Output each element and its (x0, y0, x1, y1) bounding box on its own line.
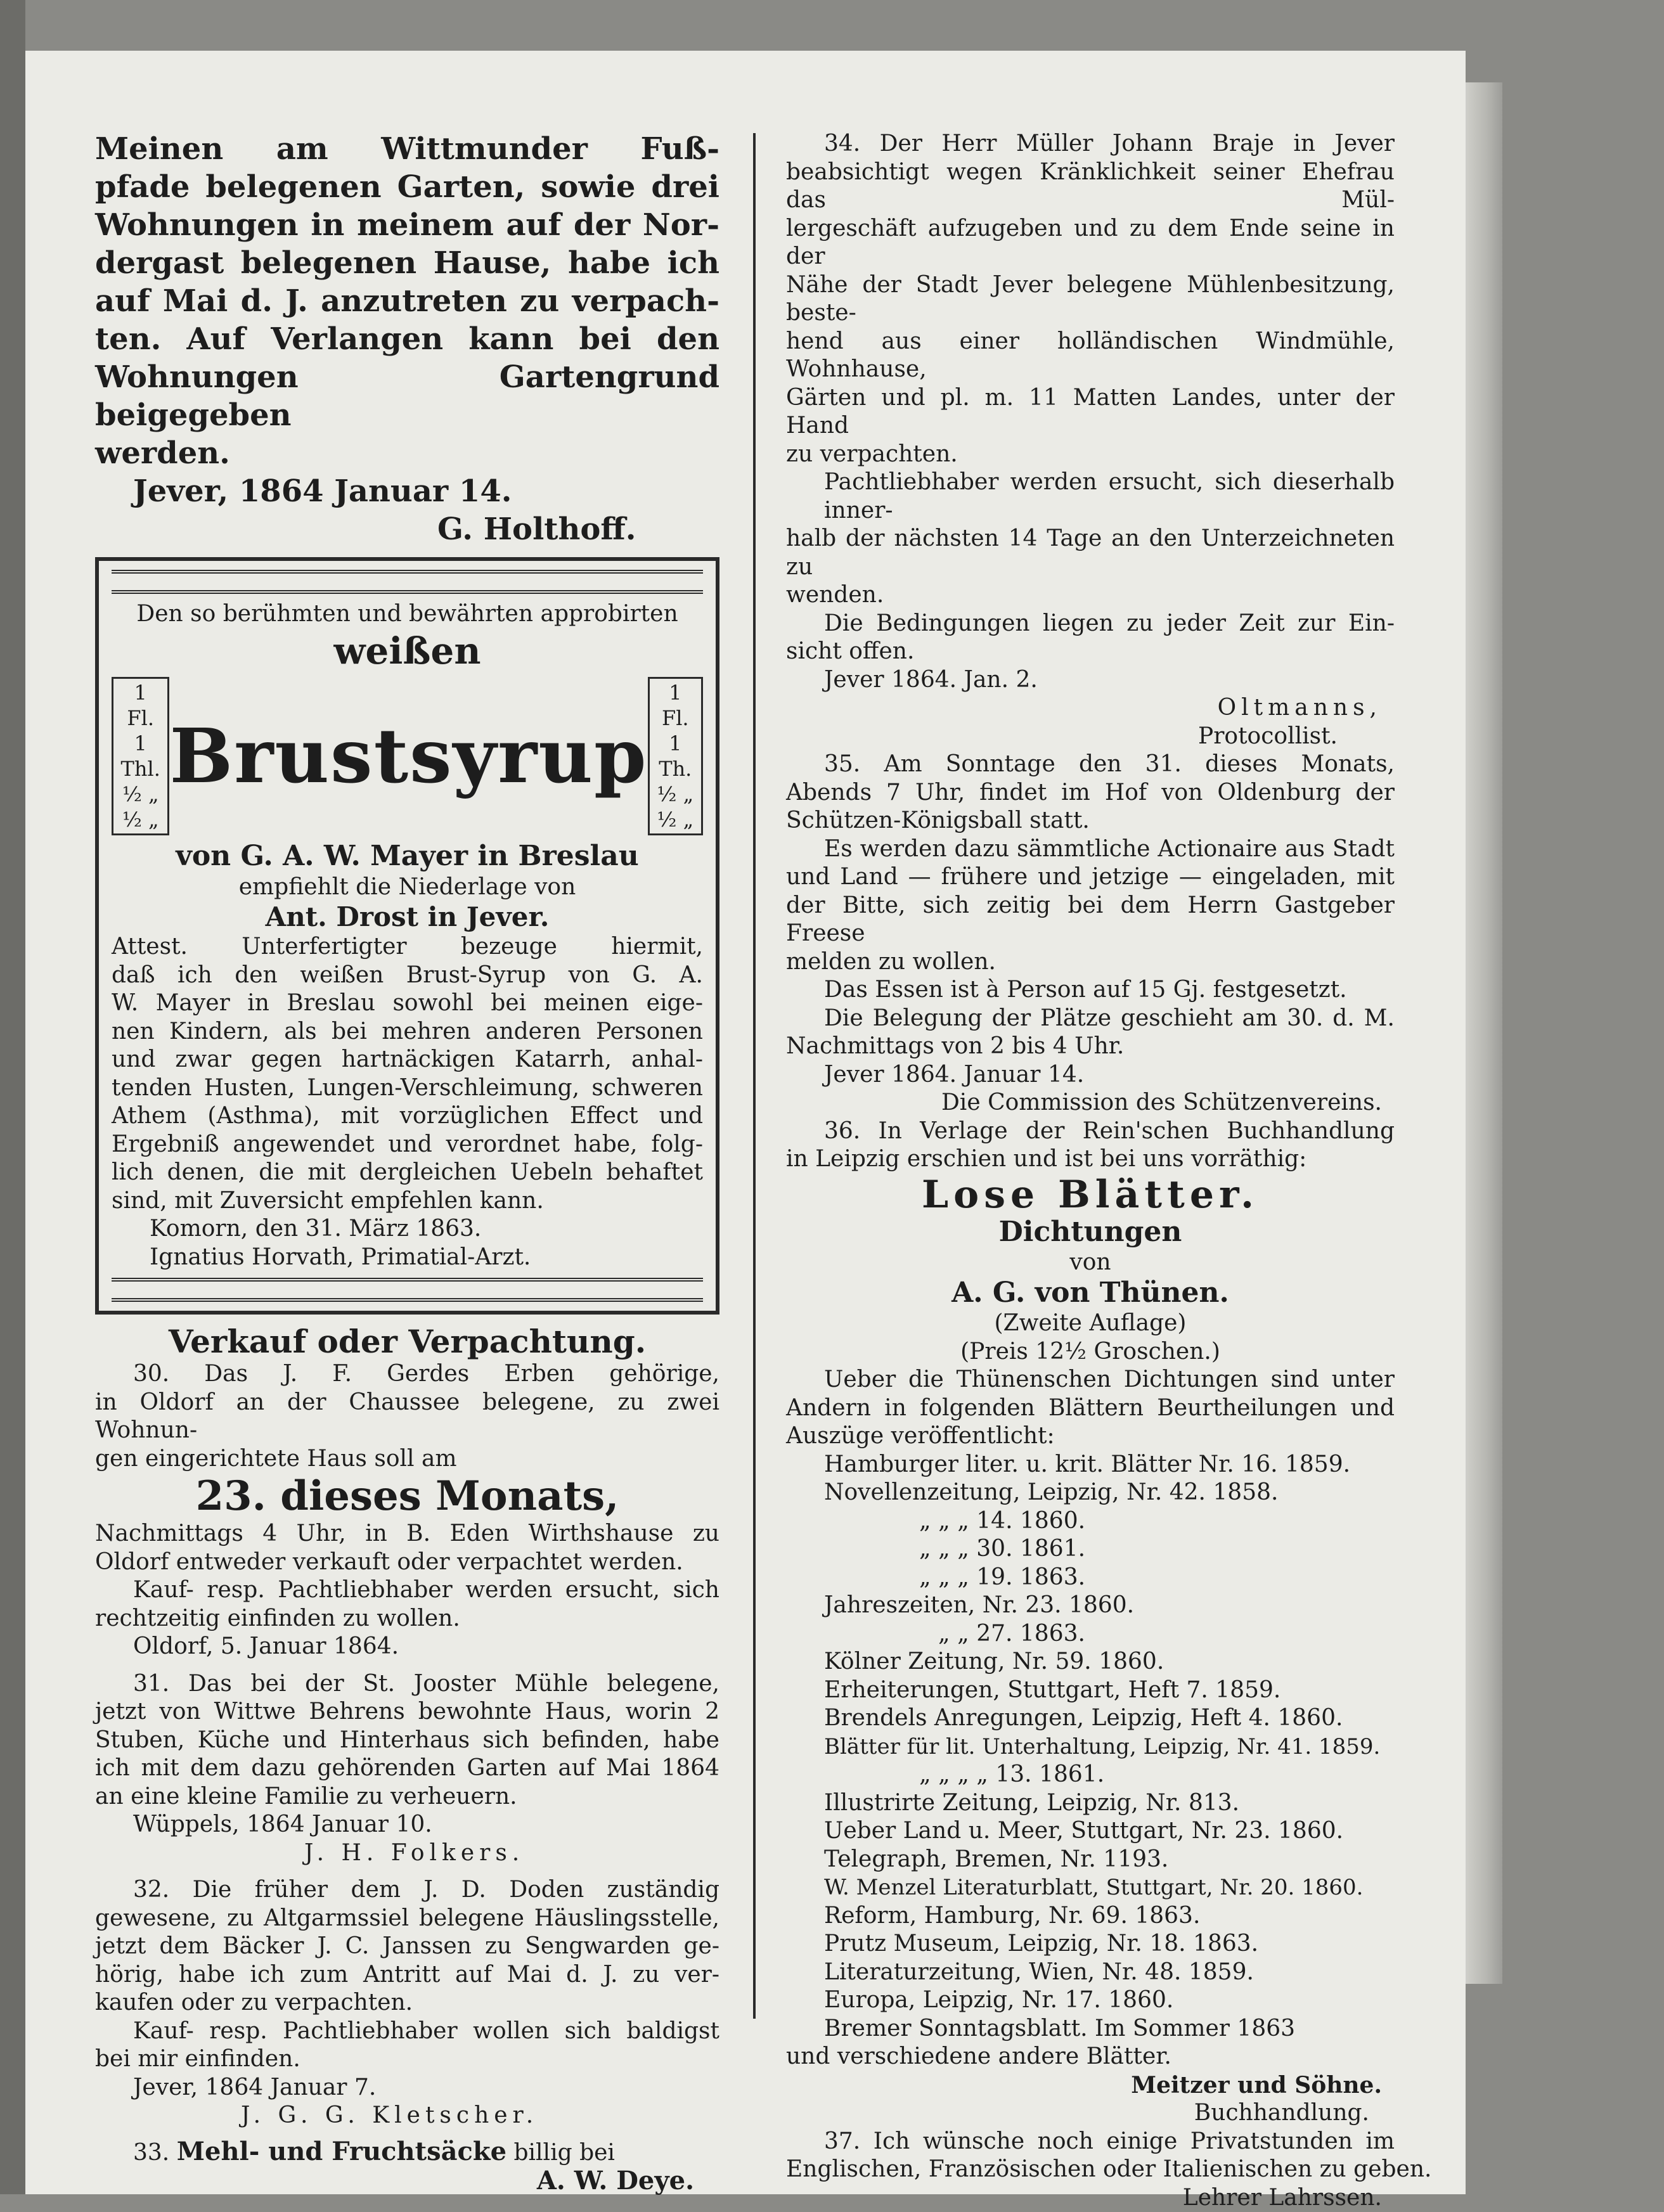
text-line: wenden. (786, 581, 1395, 610)
text-line: an eine kleine Familie zu verheuern. (95, 1783, 719, 1811)
notice-place: Oldorf, 5. Januar 1864. (95, 1633, 719, 1661)
ad-date: Jever, 1864 Januar 14. (95, 472, 719, 510)
list-item: Novellenzeitung, Leipzig, Nr. 42. 1858. (786, 1479, 1395, 1507)
list-item: Telegraph, Bremen, Nr. 1193. (786, 1846, 1395, 1874)
text-line: jetzt dem Bäcker J. C. Janssen zu Sengwarden ge- (95, 1932, 719, 1961)
text-line: Nähe der Stadt Jever belegene Mühlenbesitzung, beste- (786, 271, 1395, 328)
notice-goods: Mehl- und Fruchtsäcke (177, 2137, 506, 2166)
list-item: Literaturzeitung, Wien, Nr. 48. 1859. (786, 1958, 1395, 1987)
notice-32 (95, 1876, 719, 2130)
text-line: Es werden dazu sämmtliche Actionaire aus Stadt (786, 835, 1395, 864)
attest-place: Komorn, den 31. März 1863. (112, 1215, 703, 1244)
text-line: dergast belegenen Hause, habe ich (95, 244, 719, 282)
list-item: „ „ 27. 1863. (786, 1620, 1395, 1649)
notice-31 (95, 1670, 719, 1868)
text-line: auf Mai d. J. anzutreten zu verpach- (95, 282, 719, 320)
ad-signer: G. Holthoff. (95, 510, 719, 548)
notice-signer: Oltmanns, (786, 694, 1395, 723)
text-line: Abends 7 Uhr, findet im Hof von Oldenburg der (786, 779, 1395, 807)
ad-maker: von G. A. W. Mayer in Breslau (112, 839, 703, 873)
list-item: „ „ „ 30. 1861. (786, 1535, 1395, 1564)
list-item: Blätter für lit. Unterhaltung, Leipzig, Nr. 41. 1859. (786, 1733, 1395, 1761)
list-item: Illustrirte Zeitung, Leipzig, Nr. 813. (786, 1789, 1395, 1818)
text-line: lich denen, die mit dergleichen Uebeln behaftet (112, 1159, 703, 1187)
text-line: Nachmittags von 2 bis 4 Uhr. (786, 1032, 1395, 1061)
price-box-left (112, 677, 169, 835)
holthoff-ad (95, 130, 719, 548)
attest-text (112, 933, 703, 1271)
notice-place: Jever 1864. Januar 14. (786, 1061, 1395, 1090)
notice-place: Jever, 1864 Januar 7. (95, 2074, 719, 2102)
ad-intro: Den so berühmten und bewährten approbirten (112, 600, 703, 629)
text-line: 35. Am Sonntage den 31. dieses Monats, (786, 750, 1395, 779)
text-line: Stuben, Küche und Hinterhaus sich befinden, habe (95, 1727, 719, 1755)
ad-depot: empfiehlt die Niederlage von (112, 873, 703, 902)
price-line: 1 Fl. 1 Thl. (119, 680, 162, 781)
notice-place: Jever 1864. Jan. 2. (786, 666, 1395, 695)
text-line: Die Bedingungen liegen zu jeder Zeit zur Ein- (786, 610, 1395, 638)
text-line: 37. Ich wünsche noch einige Privatstunden im (786, 2128, 1395, 2156)
product-row (112, 677, 703, 835)
text-line: 30. Das J. F. Gerdes Erben gehörige, (95, 1360, 719, 1389)
text-line: sicht offen. (786, 638, 1395, 666)
notice-number: 33. (133, 2140, 169, 2166)
notice-34 (786, 130, 1395, 750)
text-line: jetzt von Wittwe Behrens bewohnte Haus, worin 2 (95, 1698, 719, 1727)
text-line: Das Essen ist à Person auf 15 Gj. festgesetzt. (786, 976, 1395, 1005)
text-line: Wohnungen in meinem auf der Nor- (95, 206, 719, 244)
text-line: Nachmittags 4 Uhr, in B. Eden Wirthshause zu (95, 1520, 719, 1548)
auction-date: 23. dieses Monats, (95, 1473, 719, 1520)
book-title: Lose Blätter. (786, 1174, 1395, 1216)
text-line: hörig, habe ich zum Antritt auf Mai d. J. zu ver- (95, 1961, 719, 1990)
text-line: 34. Der Herr Müller Johann Braje in Jever (786, 130, 1395, 158)
text-line: Athem (Asthma), mit vorzüglichen Effect und (112, 1102, 703, 1131)
binding-edge (0, 0, 25, 2194)
list-item: W. Menzel Literaturblatt, Stuttgart, Nr. 20. 1860. (786, 1874, 1395, 1902)
text-line: Ueber die Thünenschen Dichtungen sind unter (786, 1366, 1395, 1394)
text-line: und Land — frühere und jetzige — eingeladen, mit (786, 863, 1395, 892)
review-list (786, 1451, 1395, 2071)
text-line: gen eingerichtete Haus soll am (95, 1445, 719, 1474)
notice-30 (95, 1360, 719, 1661)
text-line: Andern in folgenden Blättern Beurtheilungen und (786, 1394, 1395, 1423)
list-item: Reform, Hamburg, Nr. 69. 1863. (786, 1902, 1395, 1931)
notice-place: Wüppels, 1864 Januar 10. (95, 1811, 719, 1839)
section-heading: Verkauf oder Verpachtung. (95, 1323, 719, 1360)
list-item: „ „ „ 19. 1863. (786, 1564, 1395, 1592)
text-line: ten. Auf Verlangen kann bei den (95, 320, 719, 358)
text-line: von (786, 1249, 1395, 1277)
text-line: Kauf- resp. Pachtliebhaber wollen sich baldigst (95, 2017, 719, 2046)
text-line: in Oldorf an der Chaussee belegene, zu zwei Wohnun- (95, 1389, 719, 1445)
text-line: daß ich den weißen Brust-Syrup von G. A. (112, 961, 703, 990)
text-line: beabsichtigt wegen Kränklichkeit seiner Ehefrau das Mül- (786, 158, 1395, 215)
list-item: Prutz Museum, Leipzig, Nr. 18. 1863. (786, 1930, 1395, 1958)
text-line: Attest. Unterfertigter bezeuge hiermit, (112, 933, 703, 961)
text-line: der Bitte, sich zeitig bei dem Herrn Gastgeber Freese (786, 892, 1395, 948)
text-line: zu verpachten. (786, 440, 1395, 469)
text-line: Die Belegung der Plätze geschieht am 30. d. M. (786, 1005, 1395, 1033)
book-price: (Preis 12½ Groschen.) (786, 1338, 1395, 1366)
text-line: Schützen-Königsball statt. (786, 807, 1395, 835)
text-line: Auszüge veröffentlicht: (786, 1422, 1395, 1451)
text-line: Gärten und pl. m. 11 Matten Landes, unter der Hand (786, 384, 1395, 440)
price-box-right (648, 677, 703, 835)
text-line: Meinen am Wittmunder Fuß- (95, 130, 719, 168)
right-column (786, 130, 1395, 2212)
list-item: Erheiterungen, Stuttgart, Heft 7. 1859. (786, 1676, 1395, 1705)
ad-dealer: Ant. Drost in Jever. (112, 901, 703, 933)
book-spine (1466, 82, 1502, 1984)
list-item: Kölner Zeitung, Nr. 59. 1860. (786, 1648, 1395, 1676)
text-line: 32. Die früher dem J. D. Doden zuständig (95, 1876, 719, 1905)
list-item: und verschiedene andere Blätter. (786, 2043, 1395, 2071)
text-line: melden zu wollen. (786, 948, 1395, 977)
text-line: W. Mayer in Breslau sowohl bei meinen eige- (112, 989, 703, 1018)
text-line: hend aus einer holländischen Windmühle, Wohnhause, (786, 328, 1395, 384)
list-item: „ „ „ „ 13. 1861. (786, 1761, 1395, 1789)
book-edition: (Zweite Auflage) (786, 1309, 1395, 1338)
text-line: halb der nächsten 14 Tage an den Unterzeichneten zu (786, 525, 1395, 581)
text-line: kaufen oder zu verpachten. (95, 1989, 719, 2017)
text-line: Pachtliebhaber werden ersucht, sich dieserhalb inner- (786, 468, 1395, 525)
text-line: gewesene, zu Altgarmssiel belegene Häuslingsstelle, (95, 1905, 719, 1933)
notice-signer: Die Commission des Schützenvereins. (786, 1089, 1395, 1117)
notice-signer: Meitzer und Söhne. (786, 2071, 1395, 2100)
notice-35 (786, 750, 1395, 1117)
notice-signer-title: Protocollist. (786, 723, 1395, 751)
list-item: Bremer Sonntagsblatt. Im Sommer 1863 (786, 2015, 1395, 2043)
text-line: tenden Husten, Lungen-Verschleimung, schweren (112, 1074, 703, 1103)
ad-weissen: weißen (112, 629, 703, 673)
text-line: 31. Das bei der St. Jooster Mühle belegene, (95, 1670, 719, 1699)
notice-signer: J. H. Folkers. (95, 1839, 719, 1868)
text-line: ich mit dem dazu gehörenden Garten auf Mai 1864 (95, 1754, 719, 1783)
text-line: billig bei (513, 2140, 614, 2166)
notice-signer: Lehrer Lahrssen. (786, 2184, 1395, 2212)
text-line: Oldorf entweder verkauft oder verpachtet werden. (95, 1548, 719, 1577)
left-column (95, 130, 719, 2196)
list-item: Jahreszeiten, Nr. 23. 1860. (786, 1591, 1395, 1620)
text-line: Englischen, Französischen oder Italienischen zu geben. (786, 2156, 1395, 2184)
notice-signer-title: Buchhandlung. (786, 2099, 1395, 2128)
text-line: rechtzeitig einfinden zu wollen. (95, 1605, 719, 1633)
brustsyrup-ad (95, 557, 719, 1315)
notice-33 (95, 2138, 719, 2196)
price-line: ½ „ ½ „ (655, 781, 696, 832)
text-line: pfade belegenen Garten, sowie drei (95, 168, 719, 206)
price-line: ½ „ ½ „ (119, 781, 162, 832)
list-item: Hamburger liter. u. krit. Blätter Nr. 16. 1859. (786, 1451, 1395, 1479)
notice-36 (786, 1117, 1395, 2128)
column-divider (753, 133, 756, 2019)
list-item: Brendels Anregungen, Leipzig, Heft 4. 1860. (786, 1704, 1395, 1733)
ornamental-border-top (112, 570, 703, 594)
list-item: Europa, Leipzig, Nr. 17. 1860. (786, 1986, 1395, 2015)
text-line: nen Kindern, als bei mehren anderen Personen (112, 1018, 703, 1046)
notice-signer: J. G. G. Kletscher. (95, 2102, 719, 2130)
text-line: und zwar gegen hartnäckigen Katarrh, anhal- (112, 1046, 703, 1074)
notice-signer: A. W. Deye. (95, 2167, 719, 2196)
text-line: werden. (95, 434, 719, 472)
list-item: Ueber Land u. Meer, Stuttgart, Nr. 23. 1860. (786, 1817, 1395, 1846)
text-line: in Leipzig erschien und ist bei uns vorräthig: (786, 1145, 1395, 1174)
product-name: Brustsyrup (169, 718, 647, 794)
text-line: lergeschäft aufzugeben und zu dem Ende seine in der (786, 215, 1395, 271)
notice-37 (786, 2128, 1395, 2212)
list-item: „ „ „ 14. 1860. (786, 1507, 1395, 1536)
attest-signer: Ignatius Horvath, Primatial-Arzt. (112, 1244, 703, 1272)
text-line: sind, mit Zuversicht empfehlen kann. (112, 1187, 703, 1216)
text-line: bei mir einfinden. (95, 2045, 719, 2074)
text-line: 36. In Verlage der Rein'schen Buchhandlung (786, 1117, 1395, 1146)
ornamental-border-bottom (112, 1278, 703, 1302)
price-line: 1 Fl. 1 Th. (655, 680, 696, 781)
book-subtitle: Dichtungen (786, 1216, 1395, 1249)
holthoff-text (95, 130, 719, 434)
text-line: Kauf- resp. Pachtliebhaber werden ersucht, sich (95, 1576, 719, 1605)
text-line: Wohnungen Gartengrund beigegeben (95, 358, 719, 434)
text-line: Ergebniß angewendet und verordnet habe, folg- (112, 1131, 703, 1159)
book-author: A. G. von Thünen. (786, 1276, 1395, 1309)
